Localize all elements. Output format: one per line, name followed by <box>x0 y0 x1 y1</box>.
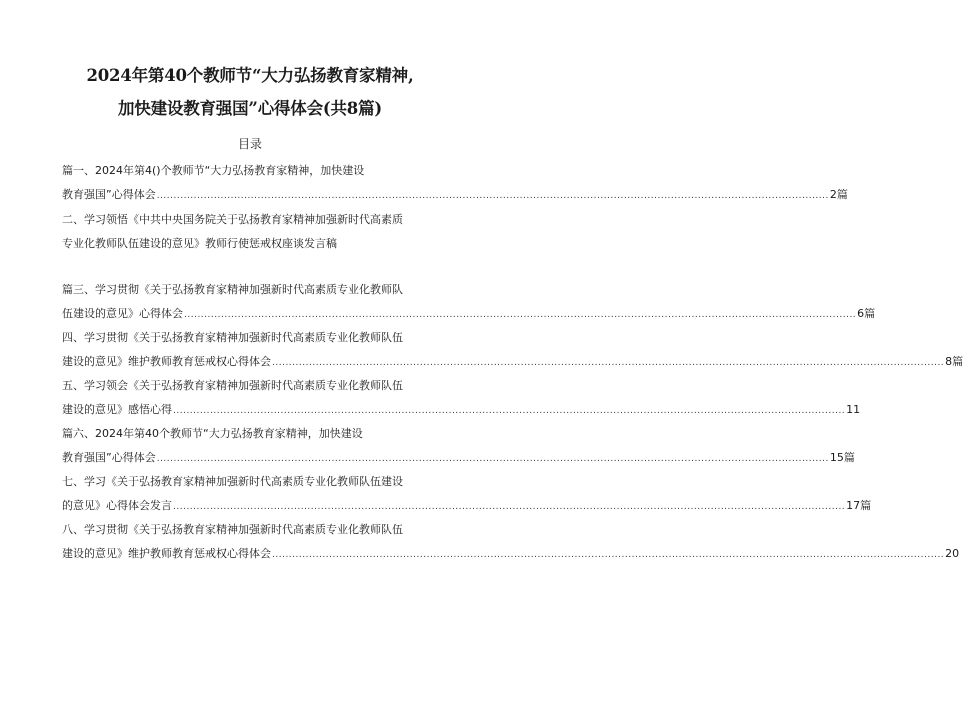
dot-leader: ........................................................................................................................................................................................................ <box>173 406 846 416</box>
dot-leader: ........................................................................................................................................................................................................ <box>156 454 829 464</box>
toc-entry-5-line-1: 五、学习领会《关于弘扬教育家精神加强新时代高素质专业化教师队伍 <box>62 379 403 392</box>
toc-entry-3-line-1: 篇三、学习贯彻《关于弘扬教育家精神加强新时代高素质专业化教师队 <box>62 283 403 296</box>
toc-entry-1-line-1: 篇一、2024年第4()个教师节“大力弘扬教育家精神，加快建设 <box>62 164 365 177</box>
dot-leader: ........................................................................................................................................................................................................ <box>272 358 945 368</box>
toc-entry-2-line-2: 专业化教师队伍建设的意见》教师行使惩戒权座谈发言稿 <box>62 237 337 250</box>
toc-page-number: 20 <box>945 547 960 560</box>
toc-page-number: 6篇 <box>857 307 876 320</box>
dot-leader: ........................................................................................................................................................................................................ <box>272 550 945 560</box>
toc-entry-4-line-1: 四、学习贯彻《关于弘扬教育家精神加强新时代高素质专业化教师队伍 <box>62 331 403 344</box>
toc-entry-6-line-2: 教育强国”心得体会 ........................................................................................................................................................................................................ 15篇 <box>62 451 855 464</box>
toc-entry-3-line-2: 伍建设的意见》心得体会 ........................................................................................................................................................................................................ 6篇 <box>62 307 876 320</box>
toc-entry-2-line-1: 二、学习领悟《中共中央国务院关于弘扬教育家精神加强新时代高素质 <box>62 213 403 226</box>
dot-leader: ........................................................................................................................................................................................................ <box>184 310 857 320</box>
toc-entry-4-line-2: 建设的意见》维护教师教育惩戒权心得体会 ........................................................................................................................................................................................................ 8篇 <box>62 355 963 368</box>
toc-page-number: 11 <box>846 403 861 416</box>
toc-entry-1-line-2: 教育强国”心得体会 ........................................................................................................................................................................................................ 2篇 <box>62 188 848 201</box>
dot-leader: ........................................................................................................................................................................................................ <box>173 502 846 512</box>
toc-entry-8-line-1: 八、学习贯彻《关于弘扬教育家精神加强新时代高素质专业化教师队伍 <box>62 523 403 536</box>
toc-entry-6-line-1: 篇六、2024年第40个教师节“大力弘扬教育家精神，加快建设 <box>62 427 363 440</box>
toc-page-number: 8篇 <box>945 355 963 368</box>
toc-entry-7-line-1: 七、学习《关于弘扬教育家精神加强新时代高素质专业化教师队伍建设 <box>62 475 403 488</box>
dot-leader: ........................................................................................................................................................................................................ <box>156 191 829 201</box>
toc-entry-5-line-2: 建设的意见》感悟心得 ........................................................................................................................................................................................................ 11 <box>62 403 861 416</box>
document-title-line-2: 加快建设教育强国”心得体会(共8篇) <box>118 99 382 118</box>
toc-heading: 目录 <box>237 137 262 151</box>
toc-page-number: 2篇 <box>829 188 848 201</box>
document-title-line-1: 2024年第40个教师节“大力弘扬教育家精神, <box>86 66 414 85</box>
toc-page-number: 15篇 <box>829 451 855 464</box>
toc-entry-8-line-2: 建设的意见》维护教师教育惩戒权心得体会 ........................................................................................................................................................................................................ 20 <box>62 547 960 560</box>
toc-page-number: 17篇 <box>846 499 872 512</box>
toc-entry-7-line-2: 的意见》心得体会发言 ........................................................................................................................................................................................................ 17篇 <box>62 499 872 512</box>
